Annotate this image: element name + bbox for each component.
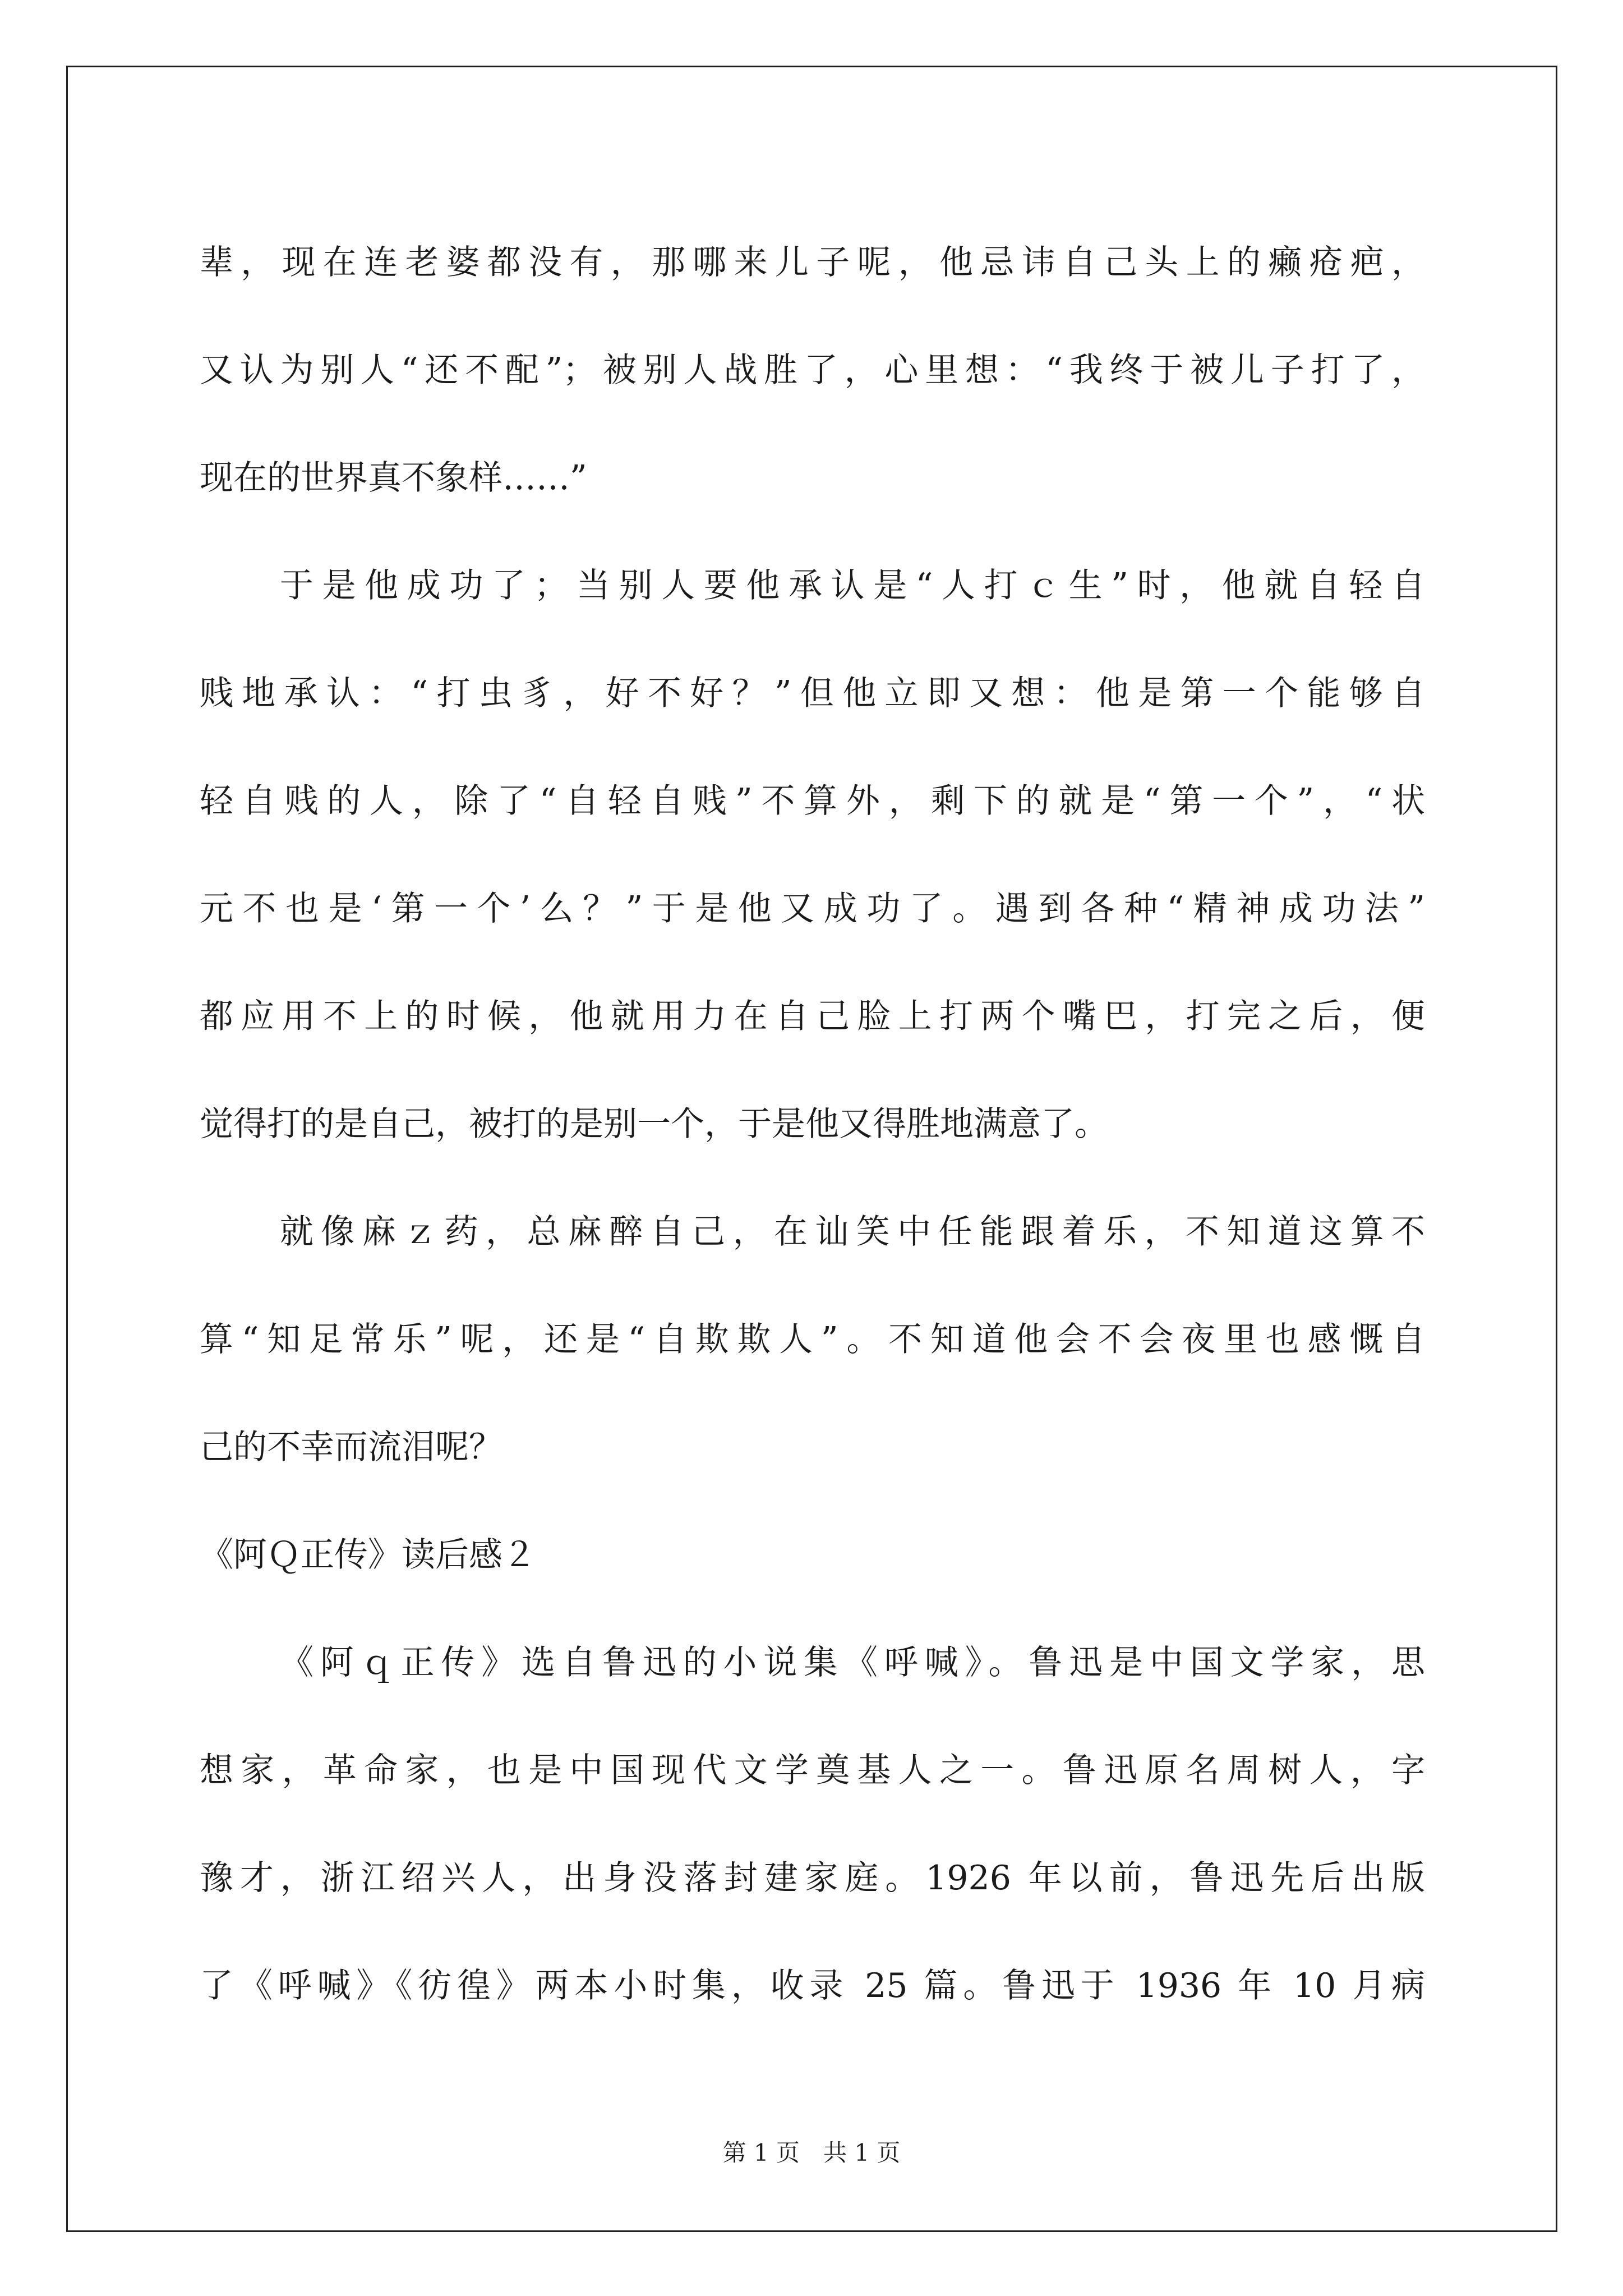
text-line: 都应用不上的时候，他就用力在自己脸上打两个嘴巴，打完之后，便 (200, 997, 1425, 1036)
text-line: 元不也是‘第一个’么？”于是他又成功了。遇到各种“精神成功法” (200, 889, 1425, 928)
paragraph-start-line: 《阿ｑ正传》选自鲁迅的小说集《呼喊》。鲁迅是中国文学家，思 (280, 1643, 1425, 1682)
text-line: 贱地承认：“打虫豸，好不好？”但他立即又想：他是第一个能够自 (200, 674, 1425, 713)
text-line: 又认为别人“还不配”；被别人战胜了，心里想：“我终于被儿子打了， (200, 351, 1425, 390)
text-line: 辈，现在连老婆都没有，那哪来儿子呢，他忌讳自己头上的癞疮疤， (200, 243, 1425, 282)
text-line: 了《呼喊》《彷徨》两本小时集，收录 25 篇。鲁迅于 1936 年 10 月病 (200, 1966, 1425, 2005)
text-line: 己的不幸而流泪呢？ (200, 1428, 502, 1467)
text-line: 轻自贱的人，除了“自轻自贱”不算外，剩下的就是“第一个”，“状 (200, 781, 1425, 821)
section-heading: 《阿Ｑ正传》读后感２ (200, 1535, 536, 1575)
text-line: 现在的世界真不象样……” (200, 458, 587, 498)
text-line: 豫才，浙江绍兴人，出身没落封建家庭。1926 年以前，鲁迅先后出版 (200, 1858, 1425, 1898)
paragraph-start-line: 于是他成功了；当别人要他承认是“人打ｃ生”时，他就自轻自 (280, 566, 1425, 605)
page-footer: 第 1 页 共 1 页 (722, 2139, 901, 2166)
document-body (200, 209, 1425, 2040)
text-line: 觉得打的是自己，被打的是别一个，于是他又得胜地满意了。 (200, 1105, 1108, 1144)
text-line: 算“知足常乐”呢，还是“自欺欺人”。不知道他会不会夜里也感慨自 (200, 1320, 1425, 1359)
text-line: 想家，革命家，也是中国现代文学奠基人之一。鲁迅原名周树人，字 (200, 1751, 1425, 1790)
paragraph-start-line: 就像麻ｚ药，总麻醉自己，在讪笑中任能跟着乐，不知道这算不 (280, 1212, 1425, 1251)
